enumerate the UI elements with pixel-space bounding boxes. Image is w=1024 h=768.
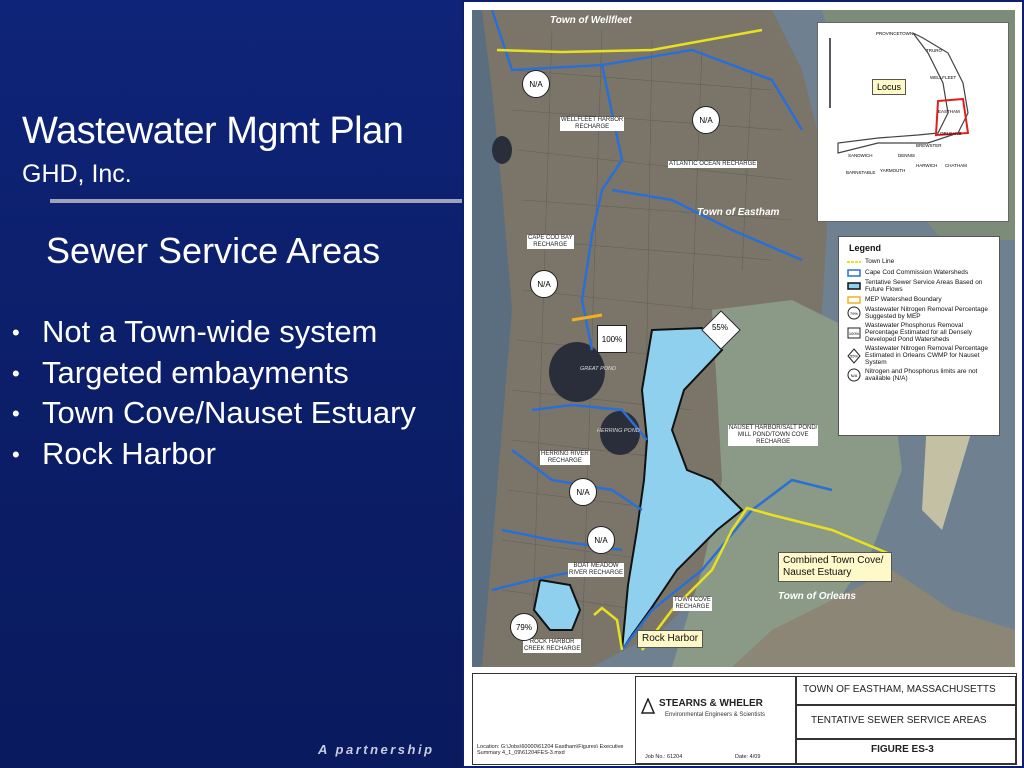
legend-item: Tentative Sewer Service Areas Based on Future Flows	[847, 279, 995, 293]
legend-item: 100% Wastewater Phosphorus Removal Percentage Estimated for all Densely Developed Pond Watersheds	[848, 322, 972, 343]
company-subtitle: Environmental Engineers & Scientists	[665, 712, 766, 718]
na-marker: N/A	[569, 478, 597, 506]
bullet-dot-icon: •	[12, 401, 20, 426]
legend-item: MEP Watershed Boundary	[847, 295, 995, 304]
na-marker: N/A	[692, 106, 720, 134]
percent-marker-79: 79%	[510, 613, 538, 641]
bullet-dot-icon: •	[12, 320, 20, 345]
svg-text:55%: 55%	[849, 353, 859, 358]
town-label-eastham: Town of Eastham	[697, 207, 780, 218]
callout-combined-town-cove: Combined Town Cove/ Nauset Estuary	[778, 552, 892, 582]
bullet-item: • Rock Harbor	[12, 435, 216, 471]
legend-item: 79% Wastewater Nitrogen Removal Percentage Suggested by MEP	[849, 306, 988, 320]
file-location: Location: G:\Jobs\60000\61204 Eastham\Figures\ Executive Summary 4_1_09\61204FES-3.mxd	[477, 744, 624, 756]
locus-label: Locus	[872, 79, 906, 95]
callout-rock-harbor: Rock Harbor	[637, 630, 703, 648]
bullet-item: • Targeted embayments	[12, 354, 349, 390]
drawing-title: TENTATIVE SEWER SERVICE AREAS	[811, 715, 987, 726]
section-heading: Sewer Service Areas	[46, 230, 381, 271]
company-logo-icon	[641, 698, 655, 714]
slide-subtitle: GHD, Inc.	[22, 160, 132, 188]
figure-number: FIGURE ES-3	[871, 744, 934, 755]
legend-item: N/A Nitrogen and Phosphorus limits are not available (N/A)	[847, 368, 995, 382]
recharge-label-wellfleet-harbor: WELLFLEET HARBOR RECHARGE	[561, 117, 624, 130]
small-pond	[492, 136, 512, 164]
svg-text:79%: 79%	[849, 311, 859, 316]
bullet-item: • Not a Town-wide system	[12, 314, 378, 349]
recharge-label-boat-meadow: BOAT MEADOW RIVER RECHARGE	[569, 563, 624, 576]
bullet-dot-icon: •	[12, 360, 20, 386]
legend-item: Town Line	[865, 258, 895, 265]
client-name: TOWN OF EASTHAM, MASSACHUSETTS	[803, 684, 996, 695]
na-marker: N/A	[522, 70, 550, 98]
legend-item: Cape Cod Commission Watersheds	[847, 268, 995, 277]
company-name: STEARNS & WHELER	[659, 698, 763, 709]
title-divider	[50, 199, 462, 203]
pond-label-great: GREAT POND	[580, 366, 616, 372]
na-marker: N/A	[530, 270, 558, 298]
recharge-label-nauset-harbor: NAUSET HARBOR/SALT POND/ MILL POND/TOWN COVE RECHARGE	[729, 425, 818, 445]
locus-inset-map: Locus PROVINCETOWN TRURO WELLFLEET EASTHAM ORLEANS BREWSTER DENNIS HARWICH CHATHAM SANDWICH BARNSTABLE YARMOUTH	[817, 22, 1009, 222]
inset-svg	[818, 23, 1008, 221]
slide-title: Wastewater Mgmt Plan	[22, 110, 404, 152]
na-marker: N/A	[587, 526, 615, 554]
svg-text:N/A: N/A	[850, 373, 858, 378]
bullet-dot-icon: •	[12, 441, 20, 467]
recharge-label-town-cove: TOWN COVE RECHARGE	[674, 597, 711, 610]
job-number: Job No.: 61204	[645, 754, 683, 760]
percent-marker-100: 100%	[597, 325, 627, 353]
legend-title: Legend	[849, 243, 882, 253]
legend-item: 55% Wastewater Nitrogen Removal Percentage Estimated in Orleans CWMP for Nauset System	[849, 345, 988, 366]
percent-marker-55: 55%	[711, 323, 728, 332]
drawing-date: Date: 4/09	[735, 754, 761, 760]
footer-partnership-text: A partnership	[318, 742, 435, 757]
svg-text:100%: 100%	[848, 330, 860, 336]
recharge-label-rock-harbor-creek: ROCK HARBOR CREEK RECHARGE	[524, 639, 581, 652]
town-label-orleans: Town of Orleans	[778, 591, 856, 602]
recharge-label-atlantic-ocean: ATLANTIC OCEAN RECHARGE	[669, 161, 757, 167]
bullet-list	[12, 314, 416, 476]
bullet-item: • Town Cove/Nauset Estuary	[12, 395, 416, 430]
recharge-label-cape-cod-bay: CAPE COD BAY RECHARGE	[528, 235, 573, 248]
town-label-wellfleet: Town of Wellfleet	[550, 15, 632, 26]
recharge-label-herring-river: HERRING RIVER RECHARGE	[541, 451, 589, 464]
title-block	[472, 673, 1017, 765]
pond-label-herring: HERRING POND	[597, 428, 640, 434]
map-legend	[838, 236, 1000, 436]
